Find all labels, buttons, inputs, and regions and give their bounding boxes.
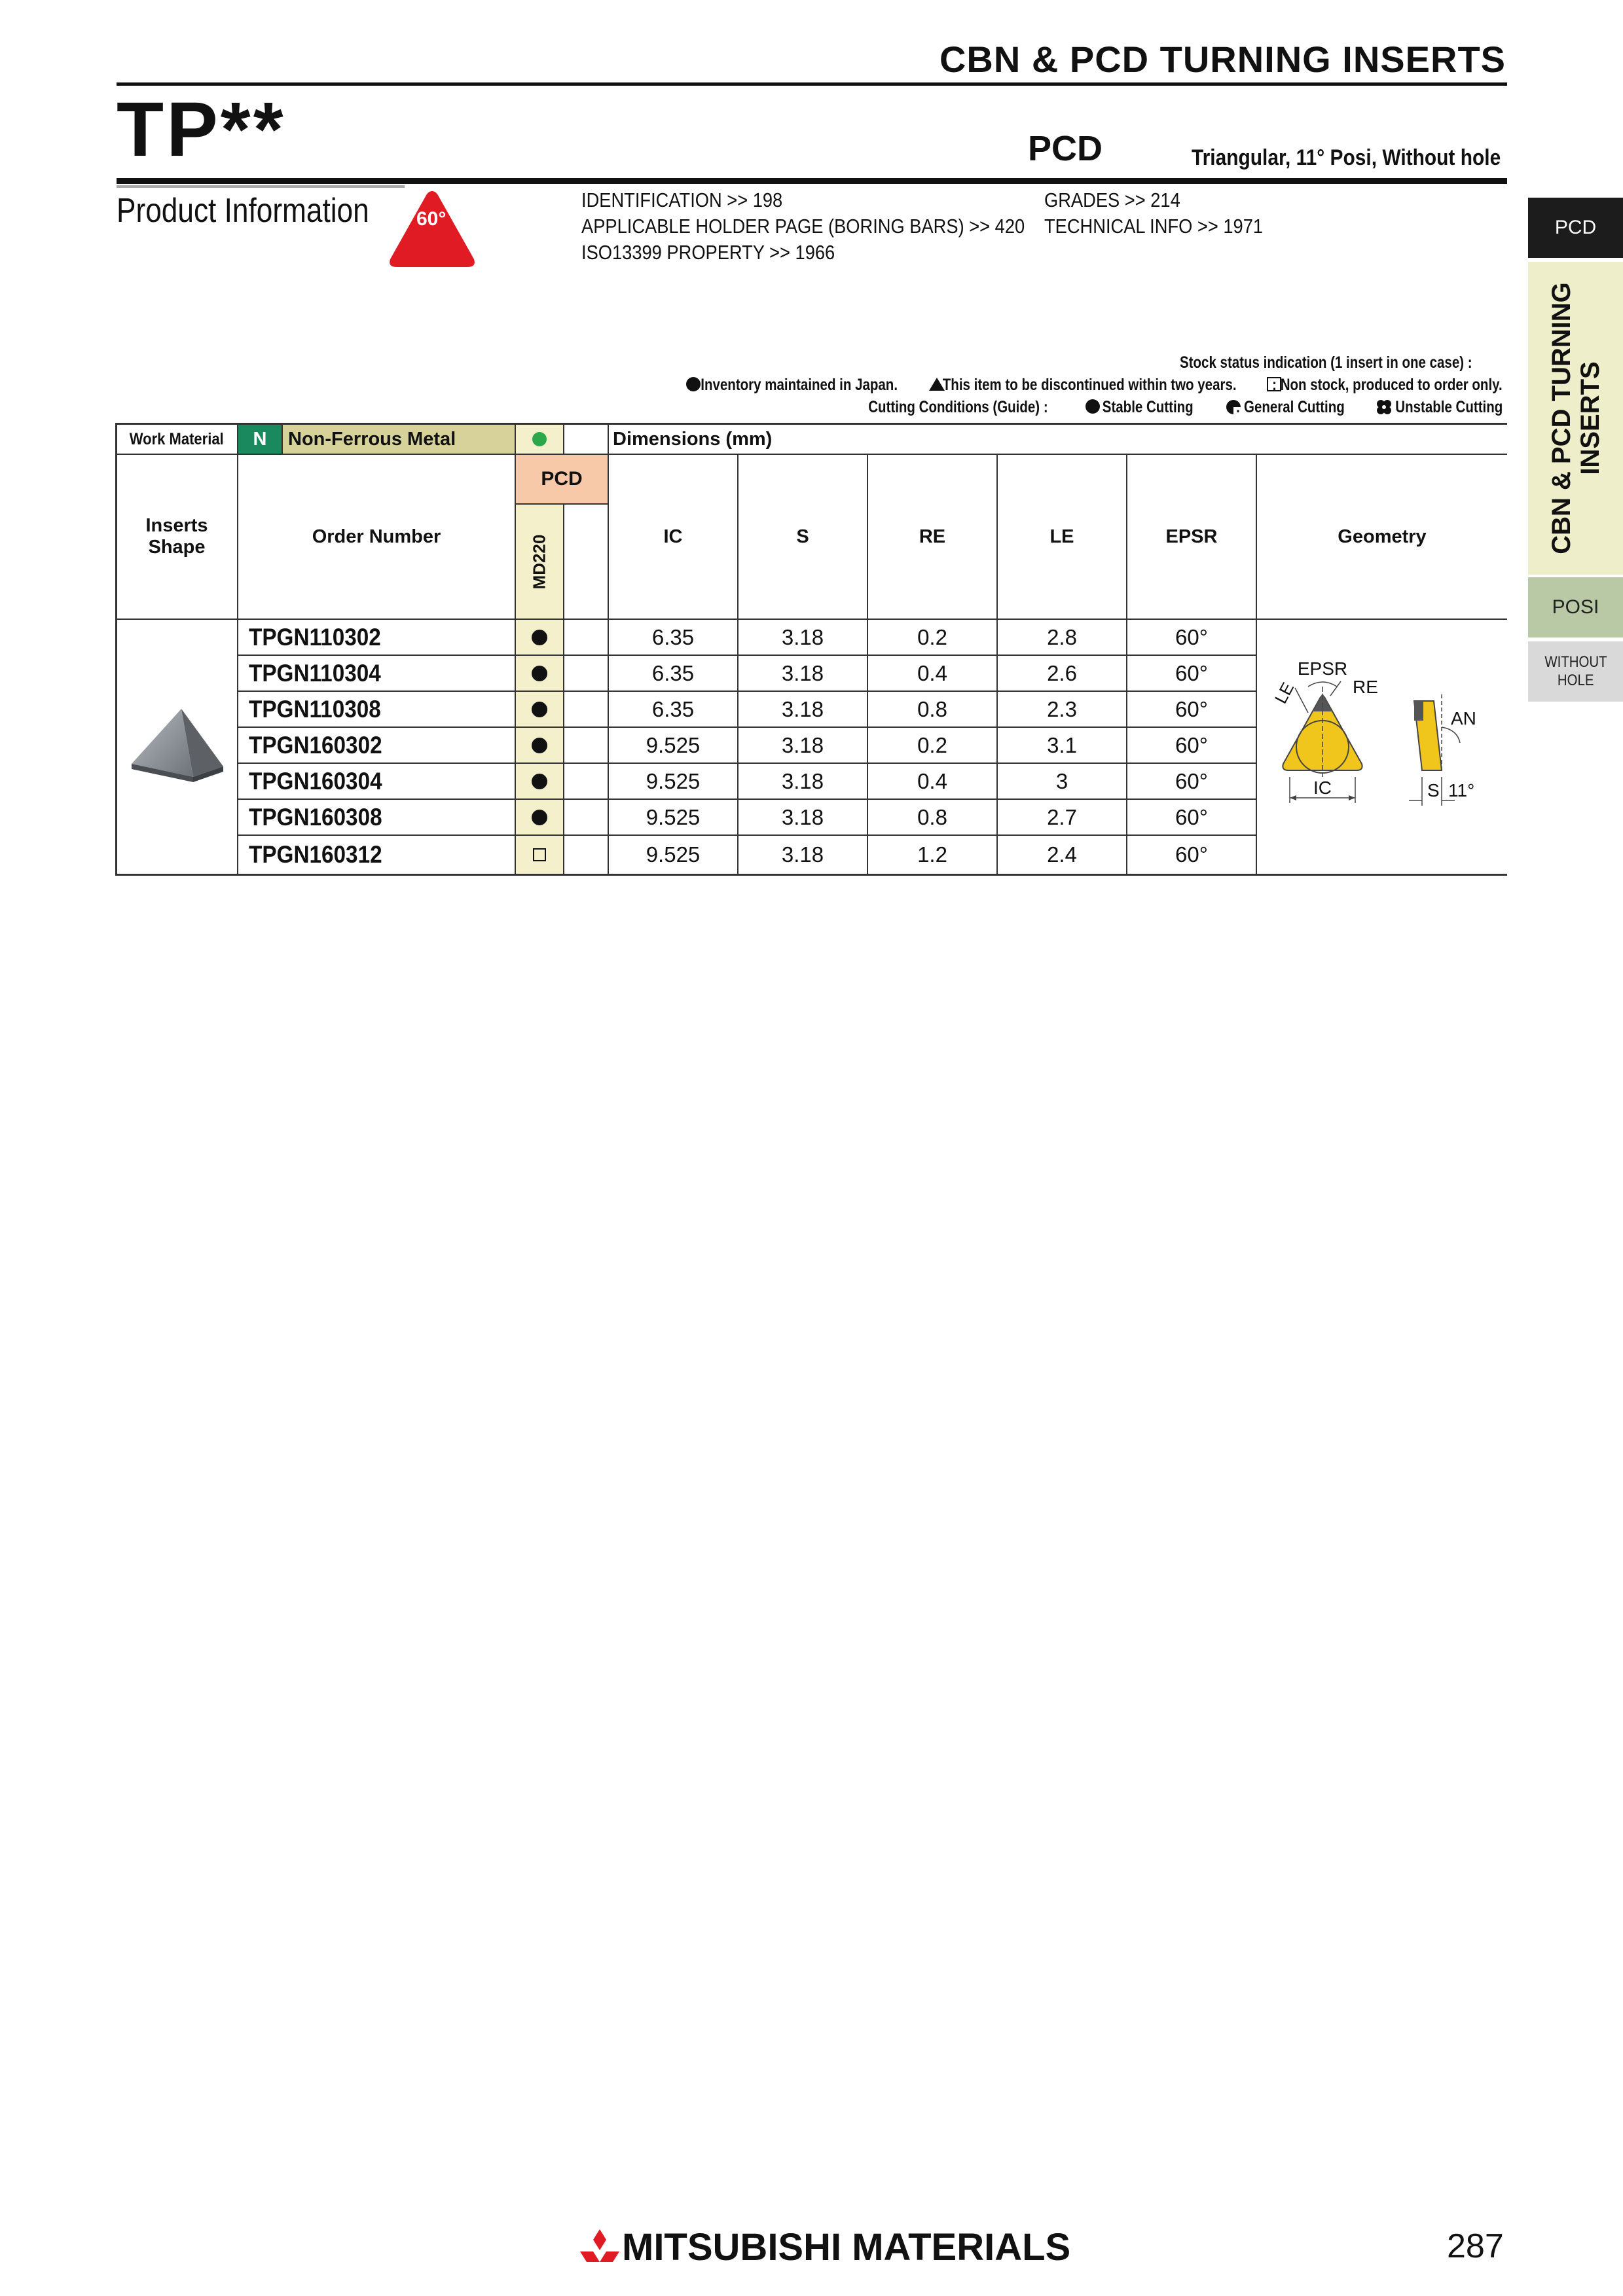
- grade-group-header: PCD: [516, 455, 609, 505]
- order-number-cell[interactable]: TPGN160304: [238, 764, 516, 800]
- stock-cell: [516, 836, 564, 874]
- stock-cell: [516, 800, 564, 836]
- header-rule-thick: [117, 178, 1507, 184]
- re-cell: 0.8: [868, 800, 998, 836]
- blank-cell: [564, 620, 609, 656]
- col-s-header: S: [739, 455, 868, 620]
- s-cell: 3.18: [739, 764, 868, 800]
- epsr-cell: 60°: [1127, 656, 1257, 692]
- legend-inventory: : Inventory maintained in Japan.: [692, 376, 898, 394]
- tab-section[interactable]: [1528, 262, 1623, 575]
- re-cell: 0.8: [868, 692, 998, 728]
- order-number-header: Order Number: [238, 455, 516, 620]
- epsr-cell: 60°: [1127, 800, 1257, 836]
- series-title: TP**: [117, 86, 286, 173]
- blank-cell: [564, 800, 609, 836]
- grade-name-header: MD220: [516, 505, 564, 620]
- stable-cutting-dot-icon: [532, 432, 547, 446]
- ic-cell: 6.35: [609, 656, 739, 692]
- le-cell: 3: [998, 764, 1127, 800]
- col-re-header: RE: [868, 455, 998, 620]
- stock-cell: [516, 656, 564, 692]
- order-number-cell[interactable]: TPGN110308: [238, 692, 516, 728]
- material-name: Non-Ferrous Metal: [283, 425, 516, 455]
- info-underline: [117, 185, 405, 188]
- inventory-dot-icon: [532, 810, 547, 825]
- header-rule: [117, 82, 1507, 86]
- tab-posi[interactable]: POSI: [1528, 577, 1623, 637]
- legend-unstable: : Unstable Cutting: [1387, 398, 1503, 416]
- geometry-header: Geometry: [1257, 455, 1507, 620]
- stock-cell: [516, 728, 564, 764]
- stock-cell: [516, 620, 564, 656]
- blank-cell: [564, 656, 609, 692]
- le-cell: 2.8: [998, 620, 1127, 656]
- geometry-le-label: LE: [1270, 679, 1298, 707]
- col-ic-header: IC: [609, 455, 739, 620]
- geometry-diagram: [1257, 649, 1507, 845]
- section-title: CBN & PCD TURNING INSERTS: [939, 39, 1506, 80]
- tab-without-hole[interactable]: [1528, 641, 1623, 702]
- link-identification[interactable]: IDENTIFICATION >> 198: [581, 188, 783, 211]
- blank-cell: [564, 505, 609, 620]
- link-iso13399[interactable]: ISO13399 PROPERTY >> 1966: [581, 241, 835, 264]
- inventory-dot-icon: [532, 702, 547, 717]
- re-cell: 0.2: [868, 620, 998, 656]
- epsr-cell: 60°: [1127, 692, 1257, 728]
- epsr-cell: 60°: [1127, 620, 1257, 656]
- geometry-ic-label: IC: [1313, 778, 1332, 798]
- geometry-cell: [1257, 620, 1507, 874]
- blank-cell: [564, 836, 609, 874]
- epsr-cell: 60°: [1127, 728, 1257, 764]
- s-cell: 3.18: [739, 728, 868, 764]
- order-number-cell[interactable]: TPGN110302: [238, 620, 516, 656]
- s-cell: 3.18: [739, 656, 868, 692]
- s-cell: 3.18: [739, 692, 868, 728]
- ic-cell: 9.525: [609, 728, 739, 764]
- order-number-cell[interactable]: TPGN160312: [238, 836, 516, 874]
- geometry-angle-label: 11°: [1448, 780, 1475, 800]
- tab-section-line1: CBN & PCD TURNING: [1546, 282, 1576, 554]
- insert-description: Triangular, 11° Posi, Without hole: [1192, 145, 1501, 170]
- link-grades[interactable]: GRADES >> 214: [1044, 188, 1180, 211]
- le-cell: 3.1: [998, 728, 1127, 764]
- cutting-legend-title: Cutting Conditions (Guide) :: [868, 398, 1048, 416]
- col-epsr-header: EPSR: [1127, 455, 1257, 620]
- inventory-dot-icon: [532, 666, 547, 681]
- legend-general: : General Cutting: [1235, 398, 1345, 416]
- stock-cell: [516, 692, 564, 728]
- insert-shape-cell: [117, 620, 238, 874]
- inventory-dot-icon: [532, 774, 547, 789]
- ic-cell: 6.35: [609, 620, 739, 656]
- work-material-label: Work Material: [117, 425, 238, 455]
- epsr-cell: 60°: [1127, 836, 1257, 874]
- tab-without-line1: WITHOUT: [1544, 653, 1607, 671]
- re-cell: 1.2: [868, 836, 998, 874]
- inventory-dot-icon: [532, 630, 547, 645]
- epsr-cell: 60°: [1127, 764, 1257, 800]
- non-stock-square-icon: [533, 848, 546, 861]
- ic-cell: 9.525: [609, 800, 739, 836]
- le-cell: 2.4: [998, 836, 1127, 874]
- insert-image: [128, 701, 226, 793]
- page-number: 287: [1447, 2227, 1504, 2265]
- stock-cell: [516, 764, 564, 800]
- link-holder-page[interactable]: APPLICABLE HOLDER PAGE (BORING BARS) >> 420: [581, 215, 1025, 238]
- geometry-s-label: S: [1427, 780, 1440, 800]
- order-number-cell[interactable]: TPGN160308: [238, 800, 516, 836]
- order-number-cell[interactable]: TPGN160302: [238, 728, 516, 764]
- blank-cell: [564, 692, 609, 728]
- geometry-re-label: RE: [1353, 677, 1378, 697]
- stock-legend-title: Stock status indication (1 insert in one case) :: [1180, 353, 1472, 372]
- mitsubishi-logo-icon: [579, 2228, 621, 2265]
- s-cell: 3.18: [739, 836, 868, 874]
- tab-section-line2: INSERTS: [1575, 361, 1605, 475]
- stable-cutting-cell: [516, 425, 564, 455]
- ic-cell: 6.35: [609, 692, 739, 728]
- re-cell: 0.4: [868, 656, 998, 692]
- re-cell: 0.4: [868, 764, 998, 800]
- re-cell: 0.2: [868, 728, 998, 764]
- angle-label: 60°: [416, 208, 447, 230]
- legend-non-stock: : Non stock, produced to order only.: [1272, 376, 1503, 394]
- product-info-title: Product Information: [117, 192, 369, 230]
- s-cell: 3.18: [739, 620, 868, 656]
- legend-stable: : Stable Cutting: [1094, 398, 1194, 416]
- le-cell: 2.6: [998, 656, 1127, 692]
- blank-cell: [564, 425, 609, 455]
- grade-title: PCD: [1028, 129, 1103, 168]
- geometry-epsr-label: EPSR: [1297, 658, 1348, 679]
- link-technical-info[interactable]: TECHNICAL INFO >> 1971: [1044, 215, 1264, 238]
- inventory-dot-icon: [532, 738, 547, 753]
- le-cell: 2.3: [998, 692, 1127, 728]
- le-cell: 2.7: [998, 800, 1127, 836]
- order-number-cell[interactable]: TPGN110304: [238, 656, 516, 692]
- material-code-badge: N: [238, 425, 283, 455]
- tab-pcd[interactable]: PCD: [1528, 198, 1623, 258]
- s-cell: 3.18: [739, 800, 868, 836]
- col-le-header: LE: [998, 455, 1127, 620]
- dimensions-header: Dimensions (mm): [609, 425, 1507, 455]
- inserts-shape-header: Inserts Shape: [117, 455, 238, 620]
- legend-discontinued: : This item to be discontinued within two years.: [934, 376, 1237, 394]
- tab-without-line2: HOLE: [1557, 672, 1594, 689]
- geometry-an-label: AN: [1451, 708, 1476, 728]
- footer-brand: MITSUBISHI MATERIALS: [622, 2226, 1071, 2269]
- ic-cell: 9.525: [609, 836, 739, 874]
- ic-cell: 9.525: [609, 764, 739, 800]
- blank-cell: [564, 728, 609, 764]
- blank-cell: [564, 764, 609, 800]
